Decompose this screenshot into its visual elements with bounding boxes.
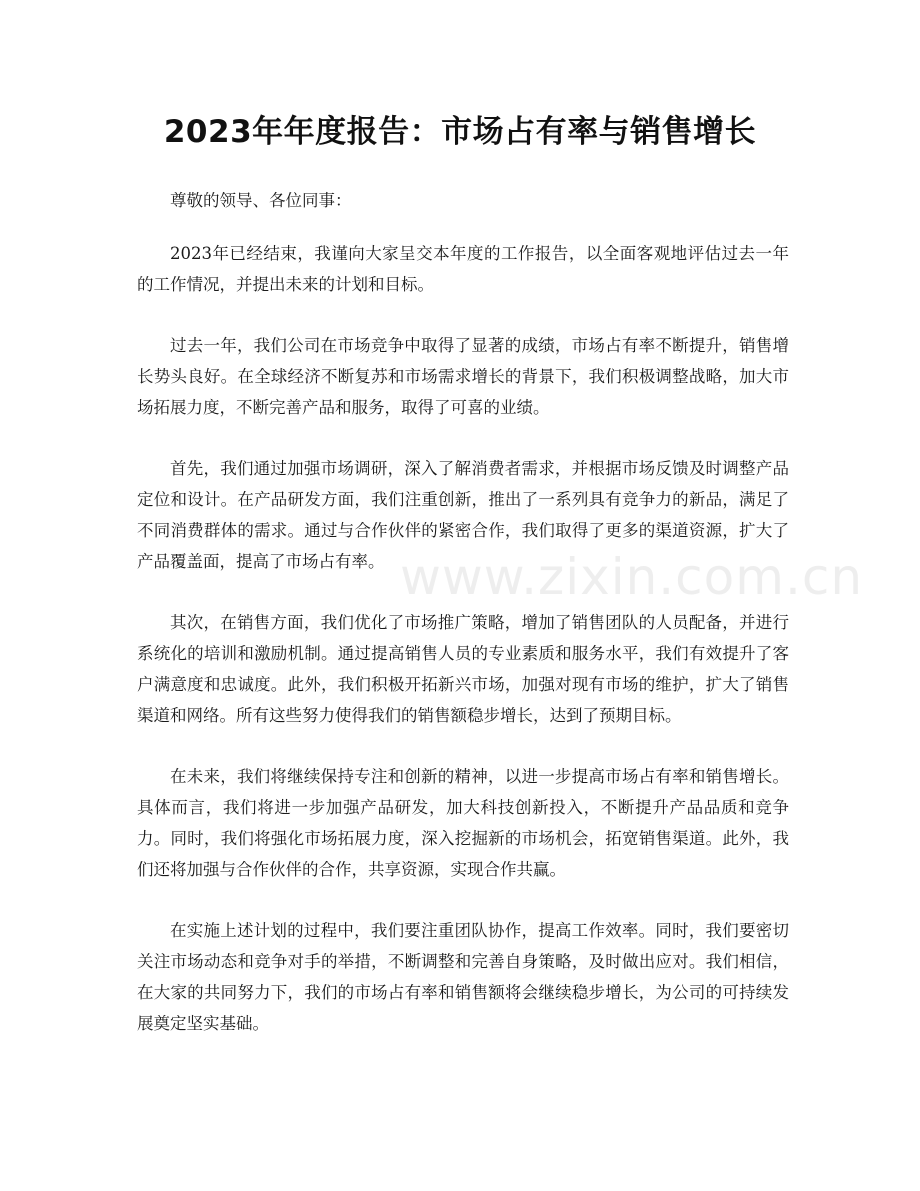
paragraph-future: 在未来，我们将继续保持专注和创新的精神，以进一步提高市场占有率和销售增长。具体而言，我们将进一步加强产品研发，加大科技创新投入，不断提升产品品质和竞争力。同时，我们将强化市场拓展力度，深入挖掘新的市场机会，拓宽销售渠道。此外，我们还将加强与合作伙伴的合作，共享资源，实现合作共赢。 [137,767,789,879]
watermark: www.zixin.com.cn [400,548,864,606]
salutation: 尊敬的领导、各位同事： [170,191,352,210]
paragraph-implementation: 在实施上述计划的过程中，我们要注重团队协作，提高工作效率。同时，我们要密切关注市场动态和竞争对手的举措，不断调整和完善自身策略，及时做出应对。我们相信，在大家的共同努力下，我们的市场占有率和销售额将会继续稳步增长，为公司的可持续发展奠定坚实基础。 [137,921,789,1033]
paragraph-intro: 2023年已经结束，我谨向大家呈交本年度的工作报告，以全面客观地评估过去一年的工作情况，并提出未来的计划和目标。 [137,244,789,294]
paragraph-first: 首先，我们通过加强市场调研，深入了解消费者需求，并根据市场反馈及时调整产品定位和设计。在产品研发方面，我们注重创新，推出了一系列具有竞争力的新品，满足了不同消费群体的需求。通过与合作伙伴的紧密合作，我们取得了更多的渠道资源，扩大了产品覆盖面，提高了市场占有率。 [137,459,789,571]
paragraph-past-year: 过去一年，我们公司在市场竞争中取得了显著的成绩，市场占有率不断提升，销售增长势头良好。在全球经济不断复苏和市场需求增长的背景下，我们积极调整战略，加大市场拓展力度，不断完善产品和服务，取得了可喜的业绩。 [137,336,789,417]
paragraph-second: 其次，在销售方面，我们优化了市场推广策略，增加了销售团队的人员配备，并进行系统化的培训和激励机制。通过提高销售人员的专业素质和服务水平，我们有效提升了客户满意度和忠诚度。此外，我们积极开拓新兴市场，加强对现有市场的维护，扩大了销售渠道和网络。所有这些努力使得我们的销售额稳步增长，达到了预期目标。 [137,613,789,725]
document-body [137,185,789,1069]
page-title: 2023年年度报告：市场占有率与销售增长 [163,114,757,150]
